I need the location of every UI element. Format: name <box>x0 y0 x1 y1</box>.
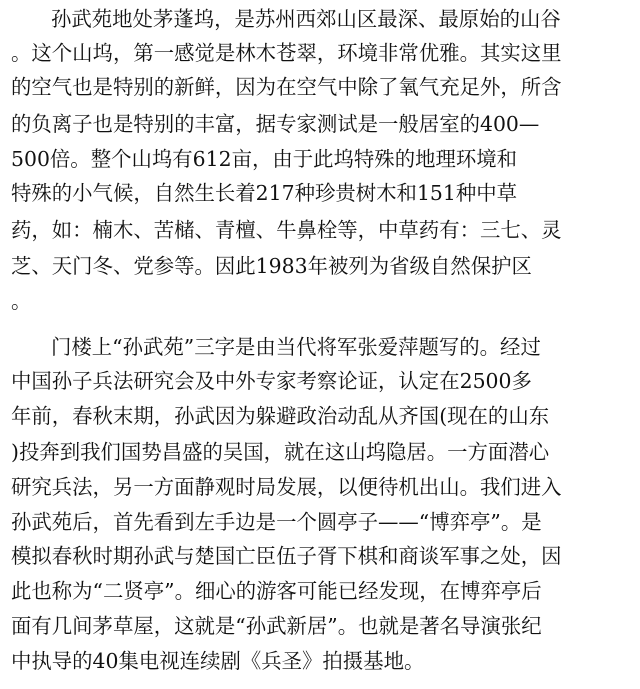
text-line: 年前，春秋末期，孙武因为躲避政治动乱从齐国(现在的山东 <box>11 404 550 428</box>
text-line: 药，如：楠木、苦槠、青檀、牛鼻栓等，中草药有：三七、灵 <box>11 218 562 242</box>
text-line: 模拟春秋时期孙武与楚国亡臣伍子胥下棋和商谈军事之处，因 <box>11 544 562 568</box>
text-line: )投奔到我们国势昌盛的吴国，就在这山坞隐居。一方面潜心 <box>11 440 550 464</box>
text-line: 门楼上“孙武苑”三字是由当代将军张爱萍题写的。经过 <box>51 335 541 359</box>
text-line: 面有几间茅草屋，这就是“孙武新居”。也就是著名导演张纪 <box>11 614 542 638</box>
text-line: 孙武苑后，首先看到左手边是一个圆亭子——“博弈亭”。是 <box>11 510 542 534</box>
text-line: 芝、天门冬、党参等。因此1983年被列为省级自然保护区 <box>11 254 532 278</box>
text-line: 特殊的小气候，自然生长着217种珍贵树木和151种中草 <box>11 181 518 205</box>
text-line: 此也称为“二贤亭”。细心的游客可能已经发现，在博弈亭后 <box>11 579 542 603</box>
text-line: 的空气也是特别的新鲜，因为在空气中除了氧气充足外，所含 <box>11 75 562 99</box>
text-line: 。 <box>11 289 32 313</box>
text-line: 。这个山坞，第一感觉是林木苍翠，环境非常优雅。其实这里 <box>11 41 562 65</box>
text-line: 500倍。整个山坞有612亩，由于此坞特殊的地理环境和 <box>11 147 518 171</box>
text-line: 的负离子也是特别的丰富，据专家测试是一般居室的400— <box>11 112 540 136</box>
text-line: 孙武苑地处茅蓬坞，是苏州西郊山区最深、最原始的山谷 <box>51 7 561 31</box>
text-line: 中国孙子兵法研究会及中外专家考察论证，认定在2500多 <box>11 369 532 393</box>
text-line: 研究兵法，另一方面静观时局发展，以便待机出山。我们进入 <box>11 475 562 499</box>
text-line: 中执导的40集电视连续剧《兵圣》拍摄基地。 <box>11 649 425 673</box>
